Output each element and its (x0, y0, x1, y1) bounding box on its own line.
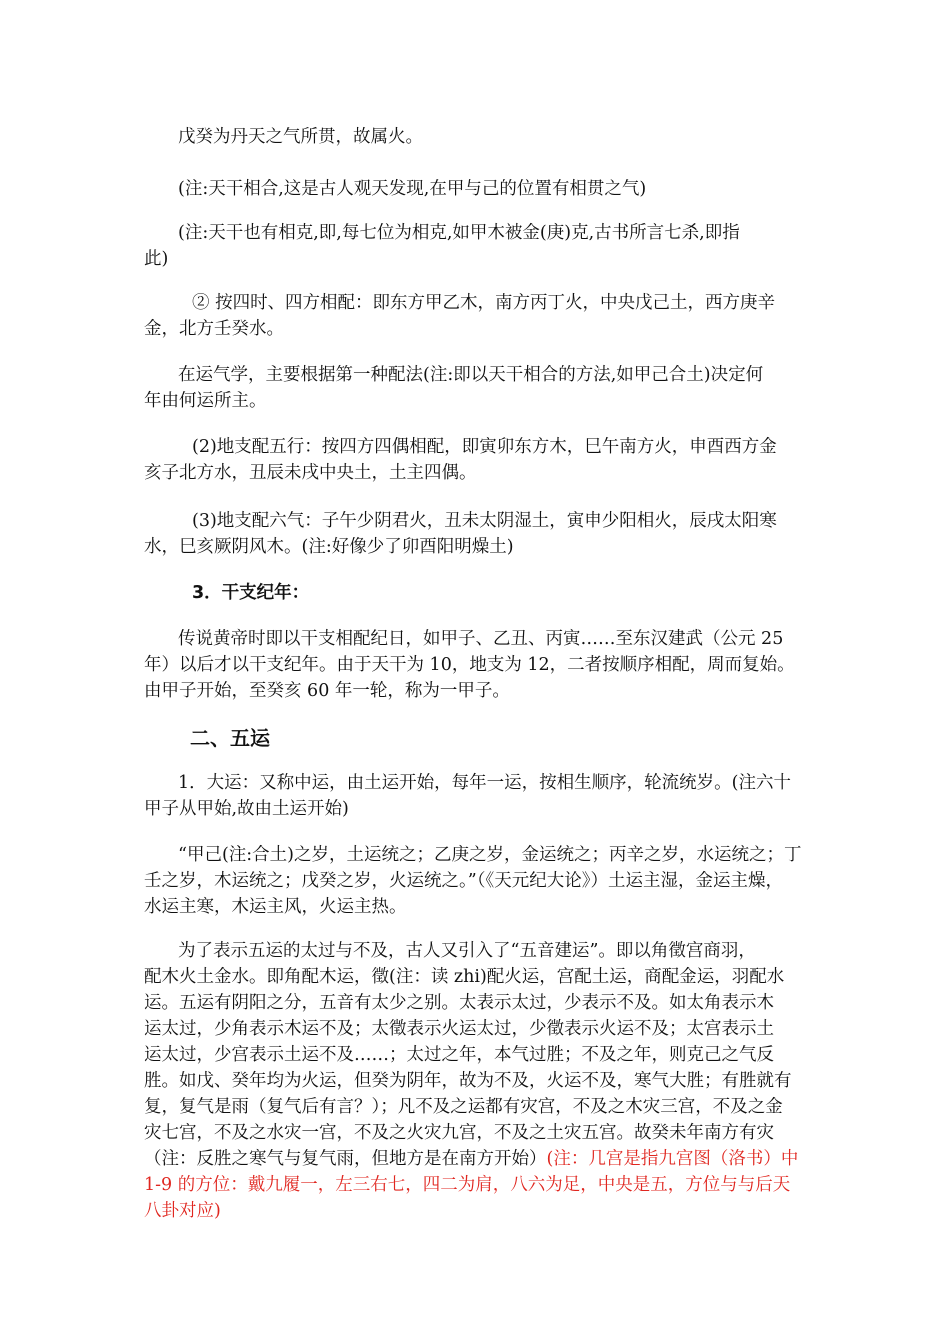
text-line: (2)地支配五行：按四方四偶相配，即寅卯东方木，巳午南方火，申酉西方金 (192, 437, 777, 457)
text-line: 由甲子开始，至癸亥 60 年一轮，称为一甲子。 (144, 681, 510, 701)
text-line: “甲己(注:合土)之岁，土运统之；乙庚之岁，金运统之；丙辛之岁，水运统之；丁 (178, 845, 802, 865)
paragraph-5 (144, 362, 808, 414)
note-red-line: 1-9 的方位：戴九履一，左三右七，四二为肩，八六为足，中央是五，方位与与后天 (144, 1175, 791, 1195)
text-line: 3．干支纪年： (192, 583, 310, 603)
paragraph-7 (144, 508, 808, 560)
text-line: 灾七宫，不及之水灾一宫，不及之火灾九宫，不及之土灾五宫。故癸未年南方有灾 (144, 1123, 774, 1143)
subheading-ganzhi (192, 580, 856, 606)
text-line: 水运主寒，木运主风，火运主热。 (144, 897, 407, 917)
text-line: 水，巳亥厥阴风木。(注:好像少了卯酉阳明燥土) (144, 537, 514, 557)
paragraph-10 (144, 770, 808, 822)
text-line: 传说黄帝时即以干支相配纪日，如甲子、乙丑、丙寅……至东汉建武（公元 25 (178, 629, 784, 649)
paragraph-12 (144, 938, 808, 1224)
text-line: 年）以后才以干支纪年。由于天干为 10，地支为 12，二者按顺序相配，周而复始。 (144, 655, 795, 675)
text-line: 为了表示五运的太过与不及，古人又引入了“五音建运”。即以角徵宫商羽， (178, 941, 756, 961)
text-line: 运太过，少宫表示土运不及……；太过之年，本气过胜；不及之年，则克己之气反 (144, 1045, 774, 1065)
text-line: 金，北方壬癸水。 (144, 319, 284, 339)
text-line: 1．大运：又称中运，由土运开始，每年一运，按相生顺序，轮流统岁。(注六十 (178, 773, 791, 793)
text-line: (3)地支配六气：子午少阴君火，丑未太阴湿土，寅申少阳相火，辰戌太阳寒 (192, 511, 777, 531)
text-line: 运太过，少角表示木运不及；太徵表示火运太过，少徵表示火运不及；太宫表示土 (144, 1019, 774, 1039)
text-line: 在运气学，主要根据第一种配法(注:即以天干相合的方法,如甲己合土)决定何 (178, 365, 764, 385)
paragraph-11 (144, 842, 808, 920)
text-line: ② 按四时、四方相配：即东方甲乙木，南方丙丁火，中央戊己土，西方庚辛 (192, 293, 776, 313)
text-line: 壬之岁，木运统之；戊癸之岁，火运统之。”（《天元纪大论》）土运主湿，金运主燥， (144, 871, 783, 891)
text-line: 配木火土金水。即角配木运，徵(注：读 zhi)配火运，宫配土运，商配金运，羽配水 (144, 967, 785, 987)
paragraph-3 (144, 220, 808, 272)
paragraph-4 (144, 290, 808, 342)
paragraph-1 (178, 124, 842, 150)
text-line: 亥子北方水，丑辰未戌中央土，土主四偶。 (144, 463, 477, 483)
text-line: 运。五运有阴阳之分，五音有太少之别。太表示太过，少表示不及。如太角表示木 (144, 993, 774, 1013)
text-line: 此) (144, 249, 169, 269)
note-black: （注：反胜之寒气与复气雨，但地方是在南方开始） (144, 1149, 547, 1169)
text-line: 甲子从甲始,故由土运开始) (144, 799, 349, 819)
paragraph-6 (144, 434, 808, 486)
note-red-line: 八卦对应) (144, 1201, 221, 1221)
paragraph-9 (144, 626, 808, 704)
text-line: (注:天干也有相克,即,每七位为相克,如甲木被金(庚)克,古书所言七杀,即指 (178, 223, 740, 243)
text-line: 戊癸为丹天之气所贯，故属火。 (178, 127, 423, 147)
section-title-wuyun: 二、五运 (190, 726, 270, 750)
mixed-color-line (144, 1146, 808, 1172)
text-line: (注:天干相合,这是古人观天发现,在甲与己的位置有相贯之气) (178, 179, 647, 199)
text-line: 复，复气是雨（复气后有言？）；凡不及之运都有灾宫，不及之木灾三宫，不及之金 (144, 1097, 783, 1117)
text-line: 年由何运所主。 (144, 391, 267, 411)
text-line: 胜。如戊、癸年均为火运，但癸为阴年，故为不及，火运不及，寒气大胜；有胜就有 (144, 1071, 792, 1091)
paragraph-2 (178, 176, 842, 202)
note-red: (注：几宫是指九宫图（洛书）中 (546, 1149, 799, 1169)
